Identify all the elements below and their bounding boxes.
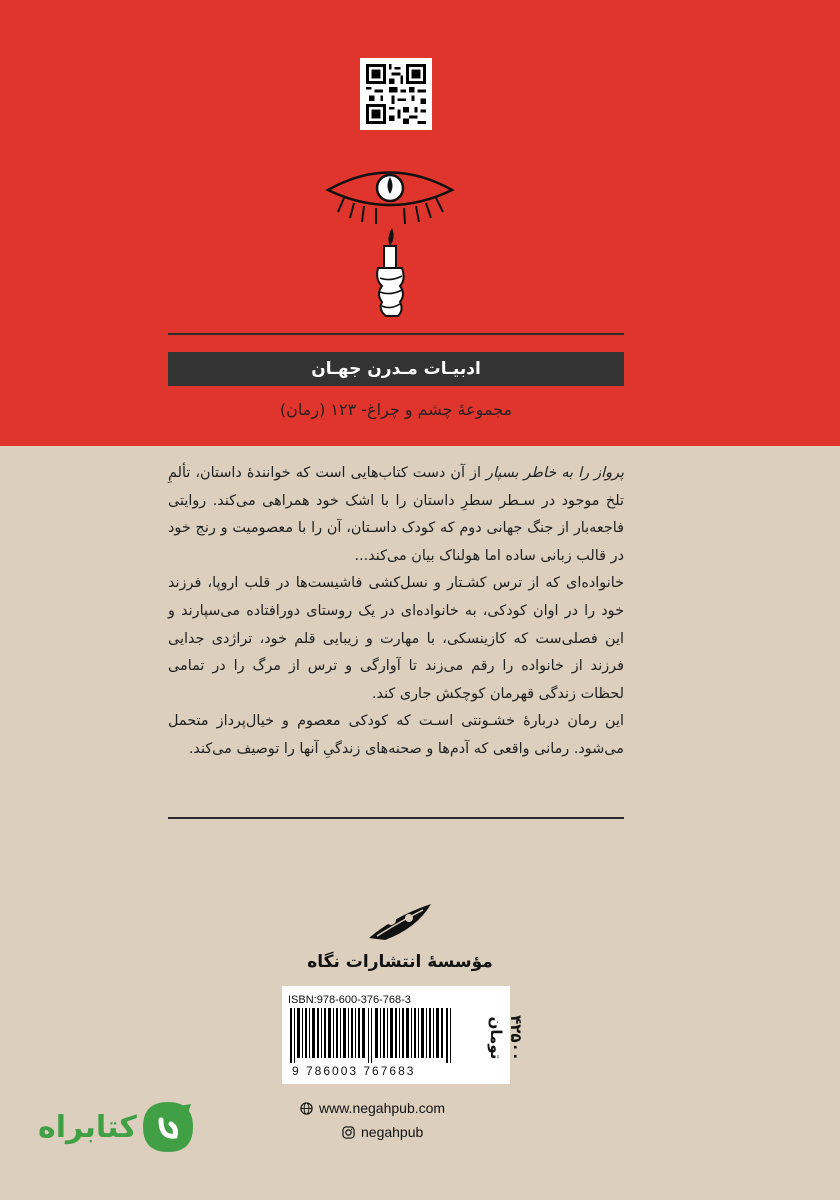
website-line[interactable] (300, 1100, 445, 1116)
instagram-icon (342, 1126, 355, 1139)
qr-code[interactable] (360, 58, 432, 130)
ketabrah-watermark (38, 1100, 195, 1154)
publisher-name: مؤسسهٔ انتشارات نگاه (307, 952, 493, 972)
ketabrah-text: کتابراه (38, 1109, 137, 1145)
barcode-bars (288, 1008, 458, 1063)
eye-candle-emblem (320, 160, 460, 325)
barcode-digits: 9 786003 767683 (292, 1064, 416, 1078)
blurb-paragraph-2: خانواده‌ای که از ترس کشـتار و نسل‌کشی فاشیست‌ها در قلب اروپا، فرزند خود را در اوان کودکی، به خانواده‌ای در یک روستای دورافتاده می‌سپارند و این فصلی‌ست که کازینسکی، با مهارت و زیبایی قلم خود، تراژدی جدایی فرزند از خانواده را رقم می‌زند تا آوارگی و ترس از مرگ را در تمامی لحظات زندگی قهرمان کوچکش جاری کند. (168, 575, 624, 702)
blurb-paragraph-3: این رمان دربارهٔ خشـونتی اسـت که کودکی معصوم و خیال‌پرداز متحمل می‌شود. رمانی واقعی که آدم‌ها و صحنه‌های زندگیِ آنها را توصیف می‌کند. (168, 713, 624, 757)
isbn-text: ISBN:978-600-376-768-3 (288, 994, 411, 1006)
bottom-divider (168, 817, 624, 819)
series-band: ادبیـات مـدرن جهـان (168, 352, 624, 386)
instagram-handle[interactable]: negahpub (361, 1124, 424, 1140)
ketabrah-leaf-icon (141, 1100, 195, 1154)
negah-feather-logo-icon (365, 898, 435, 946)
price-label: ۴۲۵۰۰ تومان (487, 1015, 525, 1061)
collection-line: مجموعهٔ چشم و چراغ- ۱۲۳ (رمان) (279, 400, 513, 419)
blurb-paragraph-1: پرواز را به خاطر بسپار از آن دست کتاب‌هایی است که خوانندهٔ داستان، تألمِ تلخ موجود در سـطر سطرِ داستان را با اشک خود همراهی می‌کند. روایتی فاجعه‌بار از جنگ جهانی دوم که کودک داسـتان، آن را با معصومیت و رنج خود در قالب زبانی ساده اما هولناک بیان می‌کند... (168, 465, 624, 564)
instagram-line[interactable] (342, 1124, 423, 1140)
book-title: پرواز را به خاطر بسپار (486, 465, 624, 481)
globe-icon (300, 1102, 313, 1115)
barcode-box (282, 986, 525, 1084)
website-text[interactable]: www.negahpub.com (319, 1100, 446, 1116)
top-divider (168, 333, 624, 335)
back-cover-blurb (168, 460, 624, 764)
